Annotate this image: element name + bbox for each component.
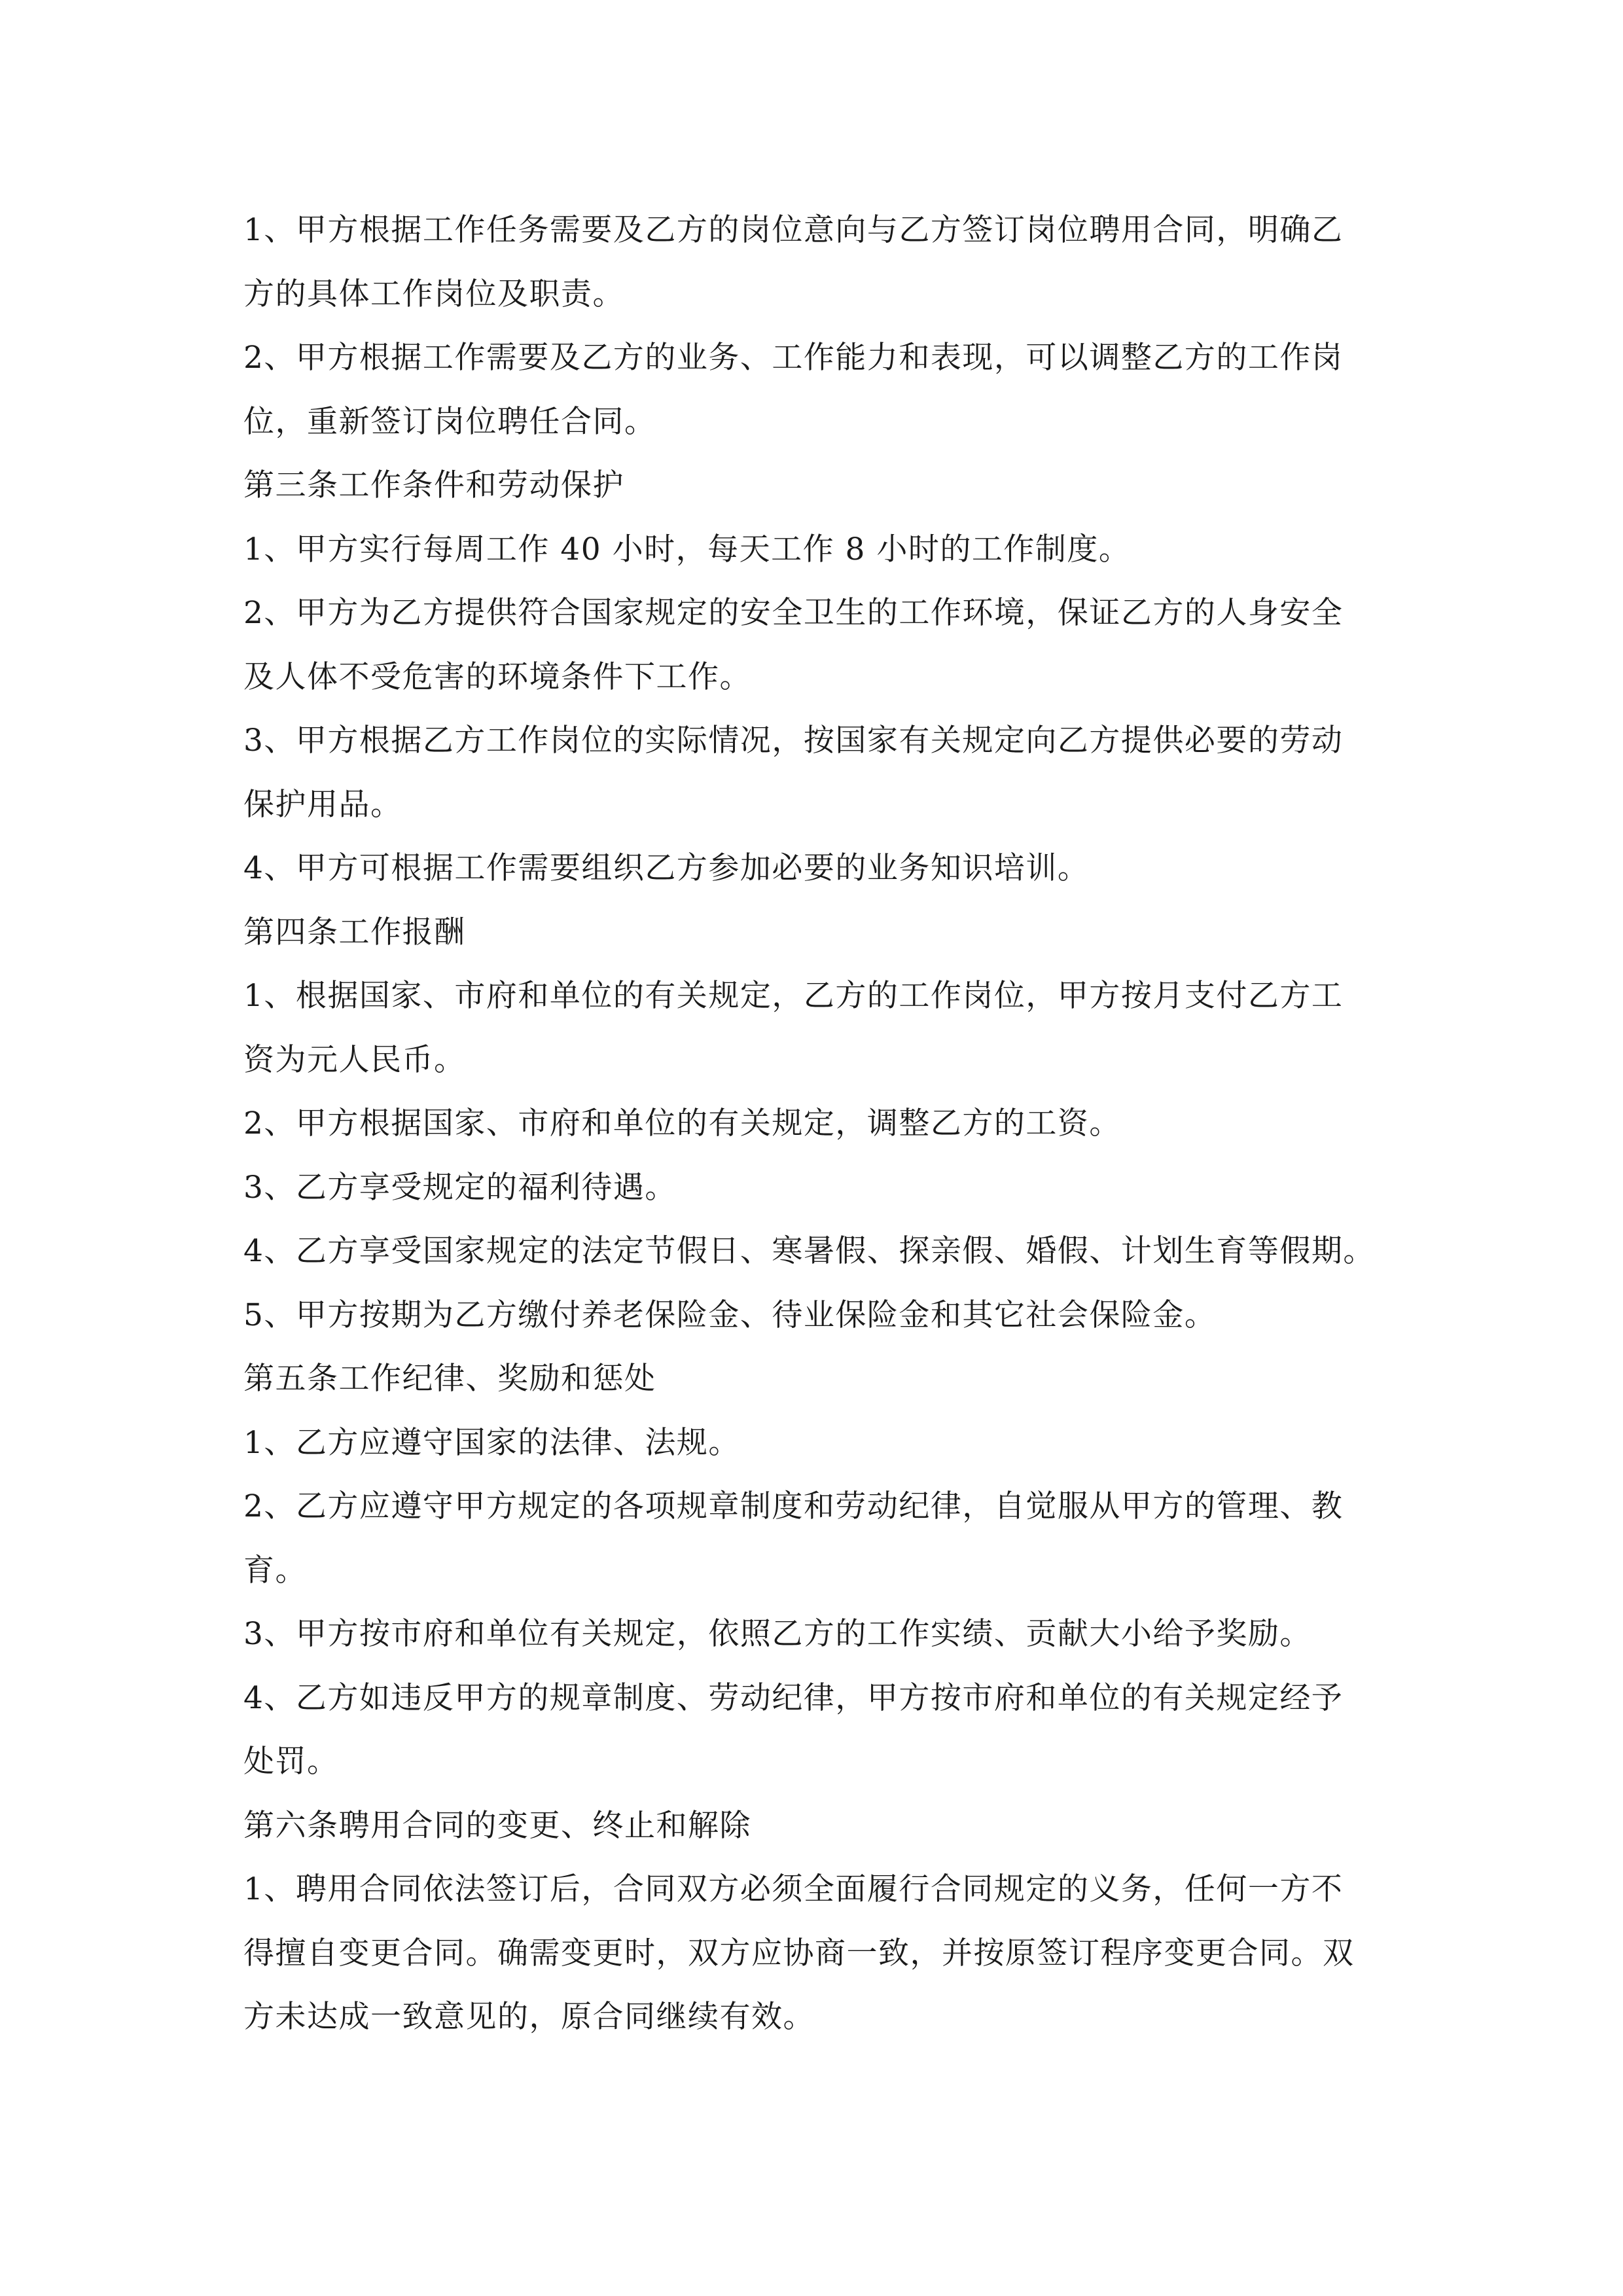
text-line: 1、根据国家、市府和单位的有关规定，乙方的工作岗位，甲方按月支付乙方工 bbox=[243, 978, 1344, 1014]
text-line: 及人体不受危害的环境条件下工作。 bbox=[243, 658, 751, 695]
section-heading: 第四条工作报酬 bbox=[243, 914, 466, 950]
section-heading: 第五条工作纪律、奖励和惩处 bbox=[243, 1361, 656, 1397]
section-heading: 第三条工作条件和劳动保护 bbox=[243, 467, 624, 503]
text-line: 3、甲方按市府和单位有关规定，依照乙方的工作实绩、贡献大小给予奖励。 bbox=[243, 1616, 1311, 1652]
text-line: 保护用品。 bbox=[243, 786, 402, 823]
text-line: 1、甲方根据工作任务需要及乙方的岗位意向与乙方签订岗位聘用合同，明确乙 bbox=[243, 212, 1344, 248]
text-line: 3、甲方根据乙方工作岗位的实际情况，按国家有关规定向乙方提供必要的劳动 bbox=[243, 723, 1344, 759]
text-line: 5、甲方按期为乙方缴付养老保险金、待业保险金和其它社会保险金。 bbox=[243, 1297, 1217, 1333]
text-line: 得擅自变更合同。确需变更时，双方应协商一致，并按原签订程序变更合同。双 bbox=[243, 1935, 1355, 1971]
text-line: 资为元人民币。 bbox=[243, 1041, 466, 1078]
text-line: 育。 bbox=[243, 1552, 307, 1588]
text-line: 2、甲方根据工作需要及乙方的业务、工作能力和表现，可以调整乙方的工作岗 bbox=[243, 340, 1344, 376]
text-line: 4、乙方享受国家规定的法定节假日、寒暑假、探亲假、婚假、计划生育等假期。 bbox=[243, 1233, 1375, 1269]
text-line: 1、甲方实行每周工作 40 小时，每天工作 8 小时的工作制度。 bbox=[243, 531, 1131, 567]
text-line: 4、乙方如违反甲方的规章制度、劳动纪律，甲方按市府和单位的有关规定经予 bbox=[243, 1679, 1344, 1716]
text-line: 处罚。 bbox=[243, 1744, 339, 1780]
text-line: 2、甲方根据国家、市府和单位的有关规定，调整乙方的工资。 bbox=[243, 1105, 1121, 1141]
contract-body bbox=[243, 198, 1382, 2049]
text-line: 2、甲方为乙方提供符合国家规定的安全卫生的工作环境，保证乙方的人身安全 bbox=[243, 595, 1344, 631]
text-line: 方未达成一致意见的，原合同继续有效。 bbox=[243, 1999, 815, 2035]
text-line: 1、乙方应遵守国家的法律、法规。 bbox=[243, 1424, 740, 1461]
text-line: 2、乙方应遵守甲方规定的各项规章制度和劳动纪律，自觉服从甲方的管理、教 bbox=[243, 1488, 1344, 1524]
text-line: 4、甲方可根据工作需要组织乙方参加必要的业务知识培训。 bbox=[243, 850, 1090, 886]
section-heading: 第六条聘用合同的变更、终止和解除 bbox=[243, 1807, 751, 1844]
text-line: 1、聘用合同依法签订后，合同双方必须全面履行合同规定的义务，任何一方不 bbox=[243, 1871, 1344, 1907]
text-line: 方的具体工作岗位及职责。 bbox=[243, 276, 624, 312]
text-line: 3、乙方享受规定的福利待遇。 bbox=[243, 1169, 677, 1206]
text-line: 位，重新签订岗位聘任合同。 bbox=[243, 403, 656, 440]
